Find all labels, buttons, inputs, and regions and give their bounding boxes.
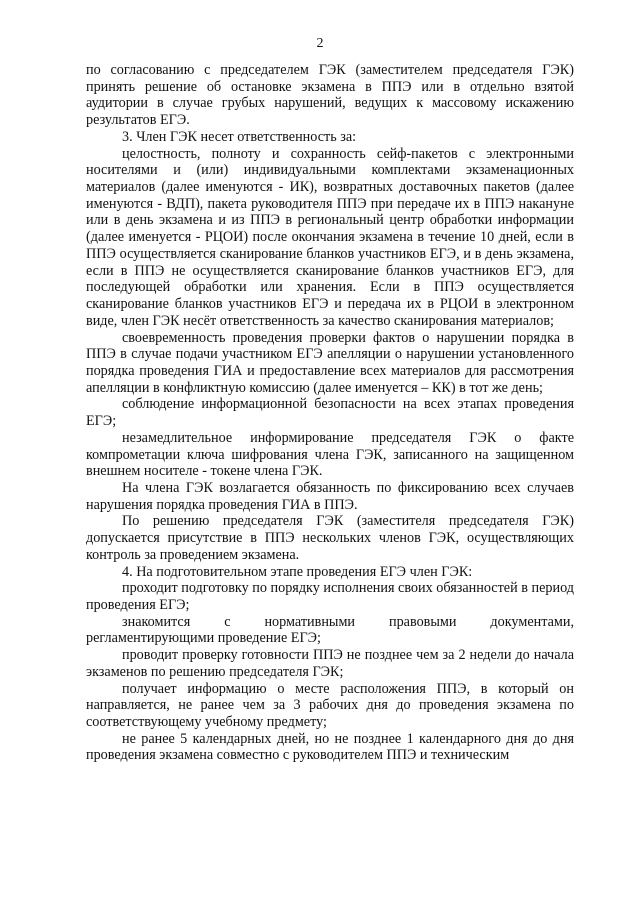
paragraph-continuation: по согласованию с председателем ГЭК (заместителем председателя ГЭК) принять решение об остановке экзамена в ППЭ или в отдельно взятой аудитории в случае грубых нарушений, ведущих к массовому искажению результатов ЕГЭ. — [86, 62, 574, 129]
paragraph-regulations: знакомится с нормативными правовыми документами, регламентирующими проведение ЕГЭ; — [86, 613, 574, 647]
paragraph-readiness-check: проводит проверку готовности ППЭ не позднее чем за 2 недели до начала экзаменов по решению председателя ГЭК; — [86, 647, 574, 680]
paragraph-responsibility-token: незамедлительное информирование председателя ГЭК о факте компрометации ключа шифрования члена ГЭК, записанного на защищенном внешнем носителе - токене члена ГЭК. — [86, 429, 574, 480]
paragraph-responsibility-packages: целостность, полноту и сохранность сейф-пакетов с электронными носителями и (или) индивидуальными комплектами экзаменационных материалов (далее именуются - ИК), возвратных доставочных пакетов (далее именуются - ВДП), пакета руководителя ППЭ при передаче их в ППЭ накануне или в день экзамена и из ППЭ в региональный центр обработки информации (далее именуется - РЦОИ) после окончания экзамена в течение 10 дней, если в ППЭ осуществляется сканирование бланков участников ЕГЭ, и в день экзамена, если в ППЭ не осуществляется сканирование бланков участников ЕГЭ, для последующей обработки или хранения. Если в ППЭ осуществляется сканирование бланков участников ЕГЭ и передача их в РЦОИ в электронном виде, член ГЭК несёт ответственность за качество сканирования материалов; — [86, 145, 574, 329]
page-number: 2 — [316, 36, 324, 51]
paragraph-preparation-schedule: не ранее 5 календарных дней, но не позднее 1 календарного дня до дня проведения экзамена совместно с руководителем ППЭ и техническим — [86, 730, 574, 764]
paragraph-responsibility-appeals: своевременность проведения проверки фактов о нарушении порядка в ППЭ в случае подачи участником ЕГЭ апелляции о нарушении установленного порядка проведения ГИА и предоставление всех материалов для рассмотрения апелляции в конфликтную комиссию (далее именуется – КК) в тот же день; — [86, 329, 574, 396]
paragraph-responsibility-security: соблюдение информационной безопасности на всех этапах проведения ЕГЭ; — [86, 396, 574, 430]
document-body — [86, 62, 574, 764]
paragraph-violations-duty: На члена ГЭК возлагается обязанность по фиксированию всех случаев нарушения порядка проведения ГИА в ППЭ. — [86, 479, 574, 513]
paragraph-multiple-members: По решению председателя ГЭК (заместителя председателя ГЭК) допускается присутствие в ППЭ нескольких членов ГЭК, осуществляющих контроль за проведением экзамена. — [86, 513, 574, 563]
paragraph-clause-4-heading: 4. На подготовительном этапе проведения ЕГЭ член ГЭК: — [122, 563, 473, 580]
paragraph-clause-3-heading: 3. Член ГЭК несет ответственность за: — [122, 128, 357, 145]
paragraph-location-info: получает информацию о месте расположения ППЭ, в который он направляется, не ранее чем за 3 рабочих дня до проведения экзамена по соответствующему учебному предмету; — [86, 680, 574, 731]
paragraph-training: проходит подготовку по порядку исполнения своих обязанностей в период проведения ЕГЭ; — [86, 580, 574, 613]
